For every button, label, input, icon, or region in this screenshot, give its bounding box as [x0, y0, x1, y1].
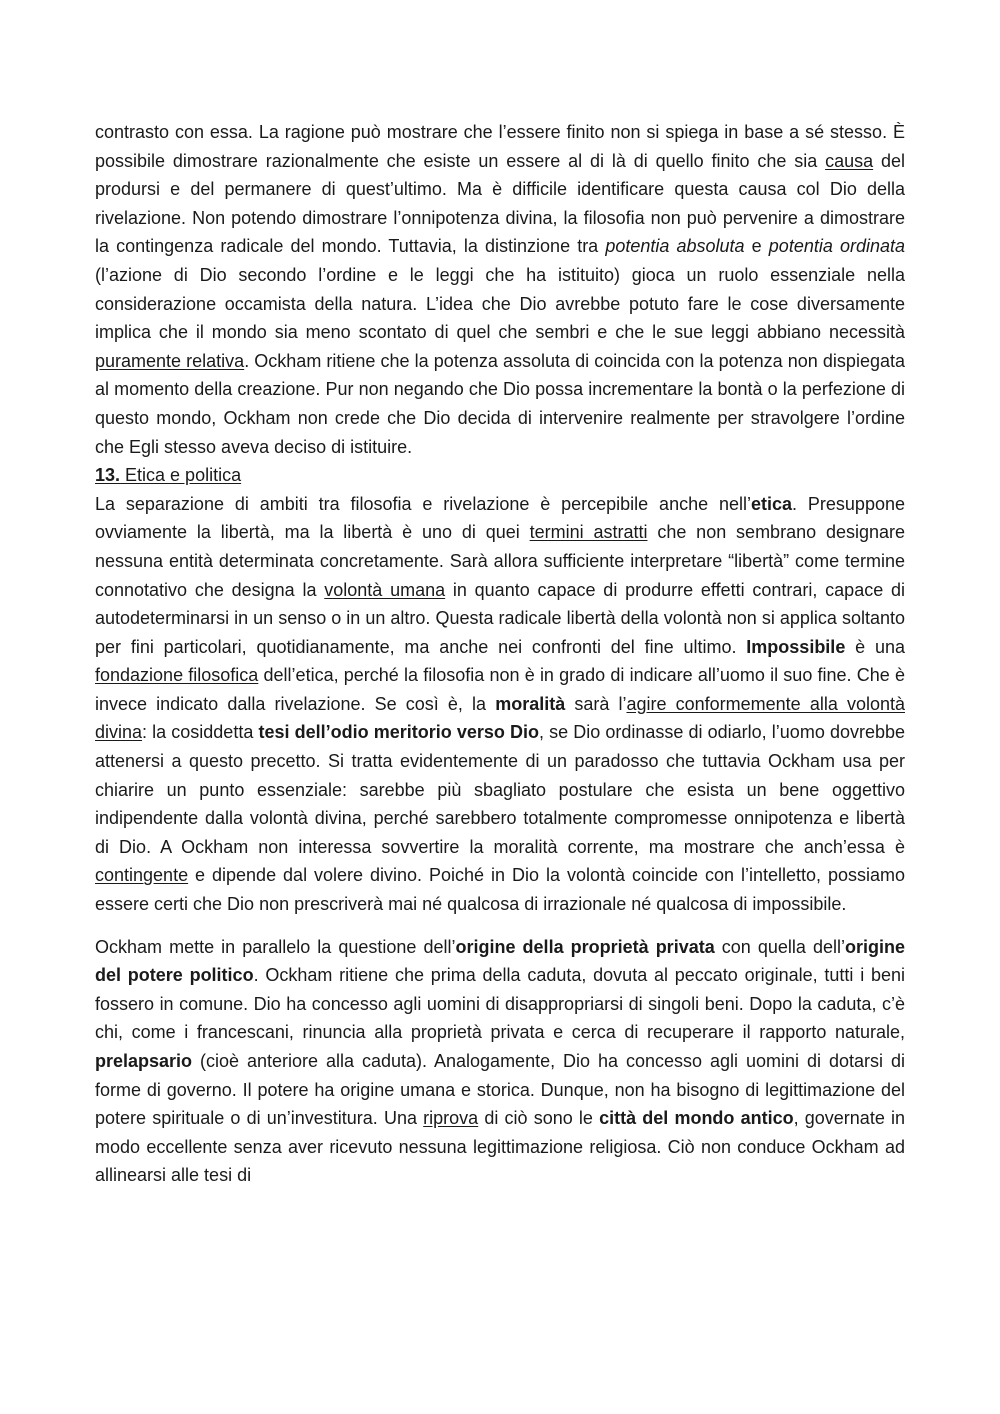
italic-term: potentia absoluta	[605, 236, 745, 257]
text-run: La separazione di ambiti tra filosofia e rivelazione è percepibile anche nell’	[95, 493, 751, 514]
underlined-term: Etica e politica	[120, 465, 242, 486]
document-page	[95, 118, 905, 1190]
text-run: contrasto con essa. La ragione può mostrare che l’essere finito non si spiega in base a sé stesso. È possibile dimostrare razionalmente che esiste un essere al di là di quello finito che sia	[95, 122, 905, 171]
bold-term: Impossibile	[746, 636, 846, 657]
bold-term: tesi dell’odio meritorio verso Dio	[258, 722, 539, 743]
text-run: (l’azione di Dio secondo l’ordine e le leggi che ha istituito) gioca un ruolo essenziale nella considerazione occamista della natura. L’idea che Dio avrebbe potuto fare le cose diversamente implica che il mondo sia meno scontato di quel che sembri e che le sue leggi abbiano necessità	[95, 264, 905, 343]
text-run: è una	[845, 636, 906, 657]
underlined-term: volontà umana	[324, 579, 446, 600]
bold-term: moralità	[495, 693, 566, 714]
bold-term: origine della proprietà privata	[455, 936, 715, 957]
text-run: (cioè anteriore alla caduta). Analogamente, Dio ha concesso agli uomini di dotarsi di forme di governo. Il potere ha origine umana e storica. Dunque, non ha bisogno di legittimazione del potere spirituale o di un’investitura. Una	[95, 1051, 905, 1129]
underlined-term: agire conformemente alla volontà divina	[95, 693, 905, 743]
text-run: di ciò sono le	[478, 1108, 600, 1129]
paragraph-natura	[95, 118, 905, 461]
underlined-term: contingente	[95, 865, 189, 886]
bold-term: origine del potere politico	[95, 936, 905, 986]
underlined-term: causa	[825, 150, 874, 171]
text-run: del prodursi e del permanere di quest’ultimo. Ma è difficile identificare questa causa col Dio della rivelazione. Non potendo dimostrare l’onnipotenza divina, la filosofia non può pervenire a dimostrare la contingenza radicale del mondo. Tuttavia, la distinzione tra	[95, 150, 905, 257]
paragraph-politica	[95, 933, 905, 1190]
text-run: dell’etica, perché la filosofia non è in grado di indicare all’uomo il suo fine. Che è invece indicato dalla rivelazione. Se così è, la	[95, 665, 905, 714]
text-run: . Presuppone ovviamente la libertà, ma la libertà è uno di quei	[95, 493, 905, 543]
italic-term: potentia ordinata	[768, 236, 906, 257]
text-run: Ockham mette in parallelo la questione dell’	[95, 936, 456, 957]
underlined-term: riprova	[423, 1108, 479, 1129]
bold-term: 13.	[95, 465, 121, 486]
text-run: con quella dell’	[714, 936, 845, 957]
text-run: , se Dio ordinasse di odiarlo, l’uomo dovrebbe attenersi a questo precetto. Si tratta evidentemente di un paradosso che tuttavia Ockham usa per chiarire un punto essenziale: sarebbe più sbagliato postulare che esista un bene oggettivo indipendente dalla volontà divina, perché sarebbero totalmente compromesse onnipotenza e libertà di Dio. A Ockham non interessa sovvertire la moralità corrente, ma mostrare che anch’essa è	[95, 722, 906, 857]
text-run: e dipende dal volere divino. Poiché in Dio la volontà coincide con l’intelletto, possiamo essere certi che Dio non prescriverà mai né qualcosa di irrazionale né qualcosa di impossibile.	[95, 865, 905, 915]
bold-term: etica	[751, 493, 793, 514]
text-run: : la cosiddetta	[142, 722, 259, 743]
text-run: in quanto capace di produrre effetti contrari, capace di autodeterminarsi in un senso o in un altro. Questa radicale libertà della volontà non si applica soltanto per fini particolari, quotidianamente, ma anche nei confronti del fine ultimo.	[95, 579, 905, 657]
text-run: sarà l’	[565, 693, 627, 714]
underlined-term: puramente relativa	[95, 350, 245, 371]
paragraph-etica	[95, 490, 905, 919]
text-run: . Ockham ritiene che prima della caduta, dovuta al peccato originale, tutti i beni fossero in comune. Dio ha concesso agli uomini di disappropriarsi di singoli beni. Dopo la caduta, c’è chi, come i francescani, rinuncia alla proprietà privata e cerca di recuperare il rapporto naturale,	[95, 965, 906, 1043]
underlined-term: fondazione filosofica	[95, 665, 259, 686]
text-run: . Ockham ritiene che la potenza assoluta di coincida con la potenza non dispiegata al momento della creazione. Pur non negando che Dio possa incrementare la bontà o la perfezione di questo mondo, Ockham non crede che Dio decida di intervenire realmente per stravolgere l’ordine che Egli stesso aveva deciso di istituire.	[95, 350, 905, 457]
bold-term: prelapsario	[95, 1051, 193, 1071]
bold-term: città del mondo antico	[599, 1108, 794, 1129]
underlined-term: termini astratti	[529, 522, 648, 543]
text-run: , governate in modo eccellente senza aver ricevuto nessuna legittimazione religiosa. Ciò non conduce Ockham ad allinearsi alle tesi di	[95, 1108, 906, 1186]
section-heading	[95, 461, 905, 490]
text-run: e	[744, 236, 769, 257]
text-run: che non sembrano designare nessuna entità determinata concretamente. Sarà allora sufficiente interpretare “libertà” come termine connotativo che designa la	[95, 522, 905, 600]
